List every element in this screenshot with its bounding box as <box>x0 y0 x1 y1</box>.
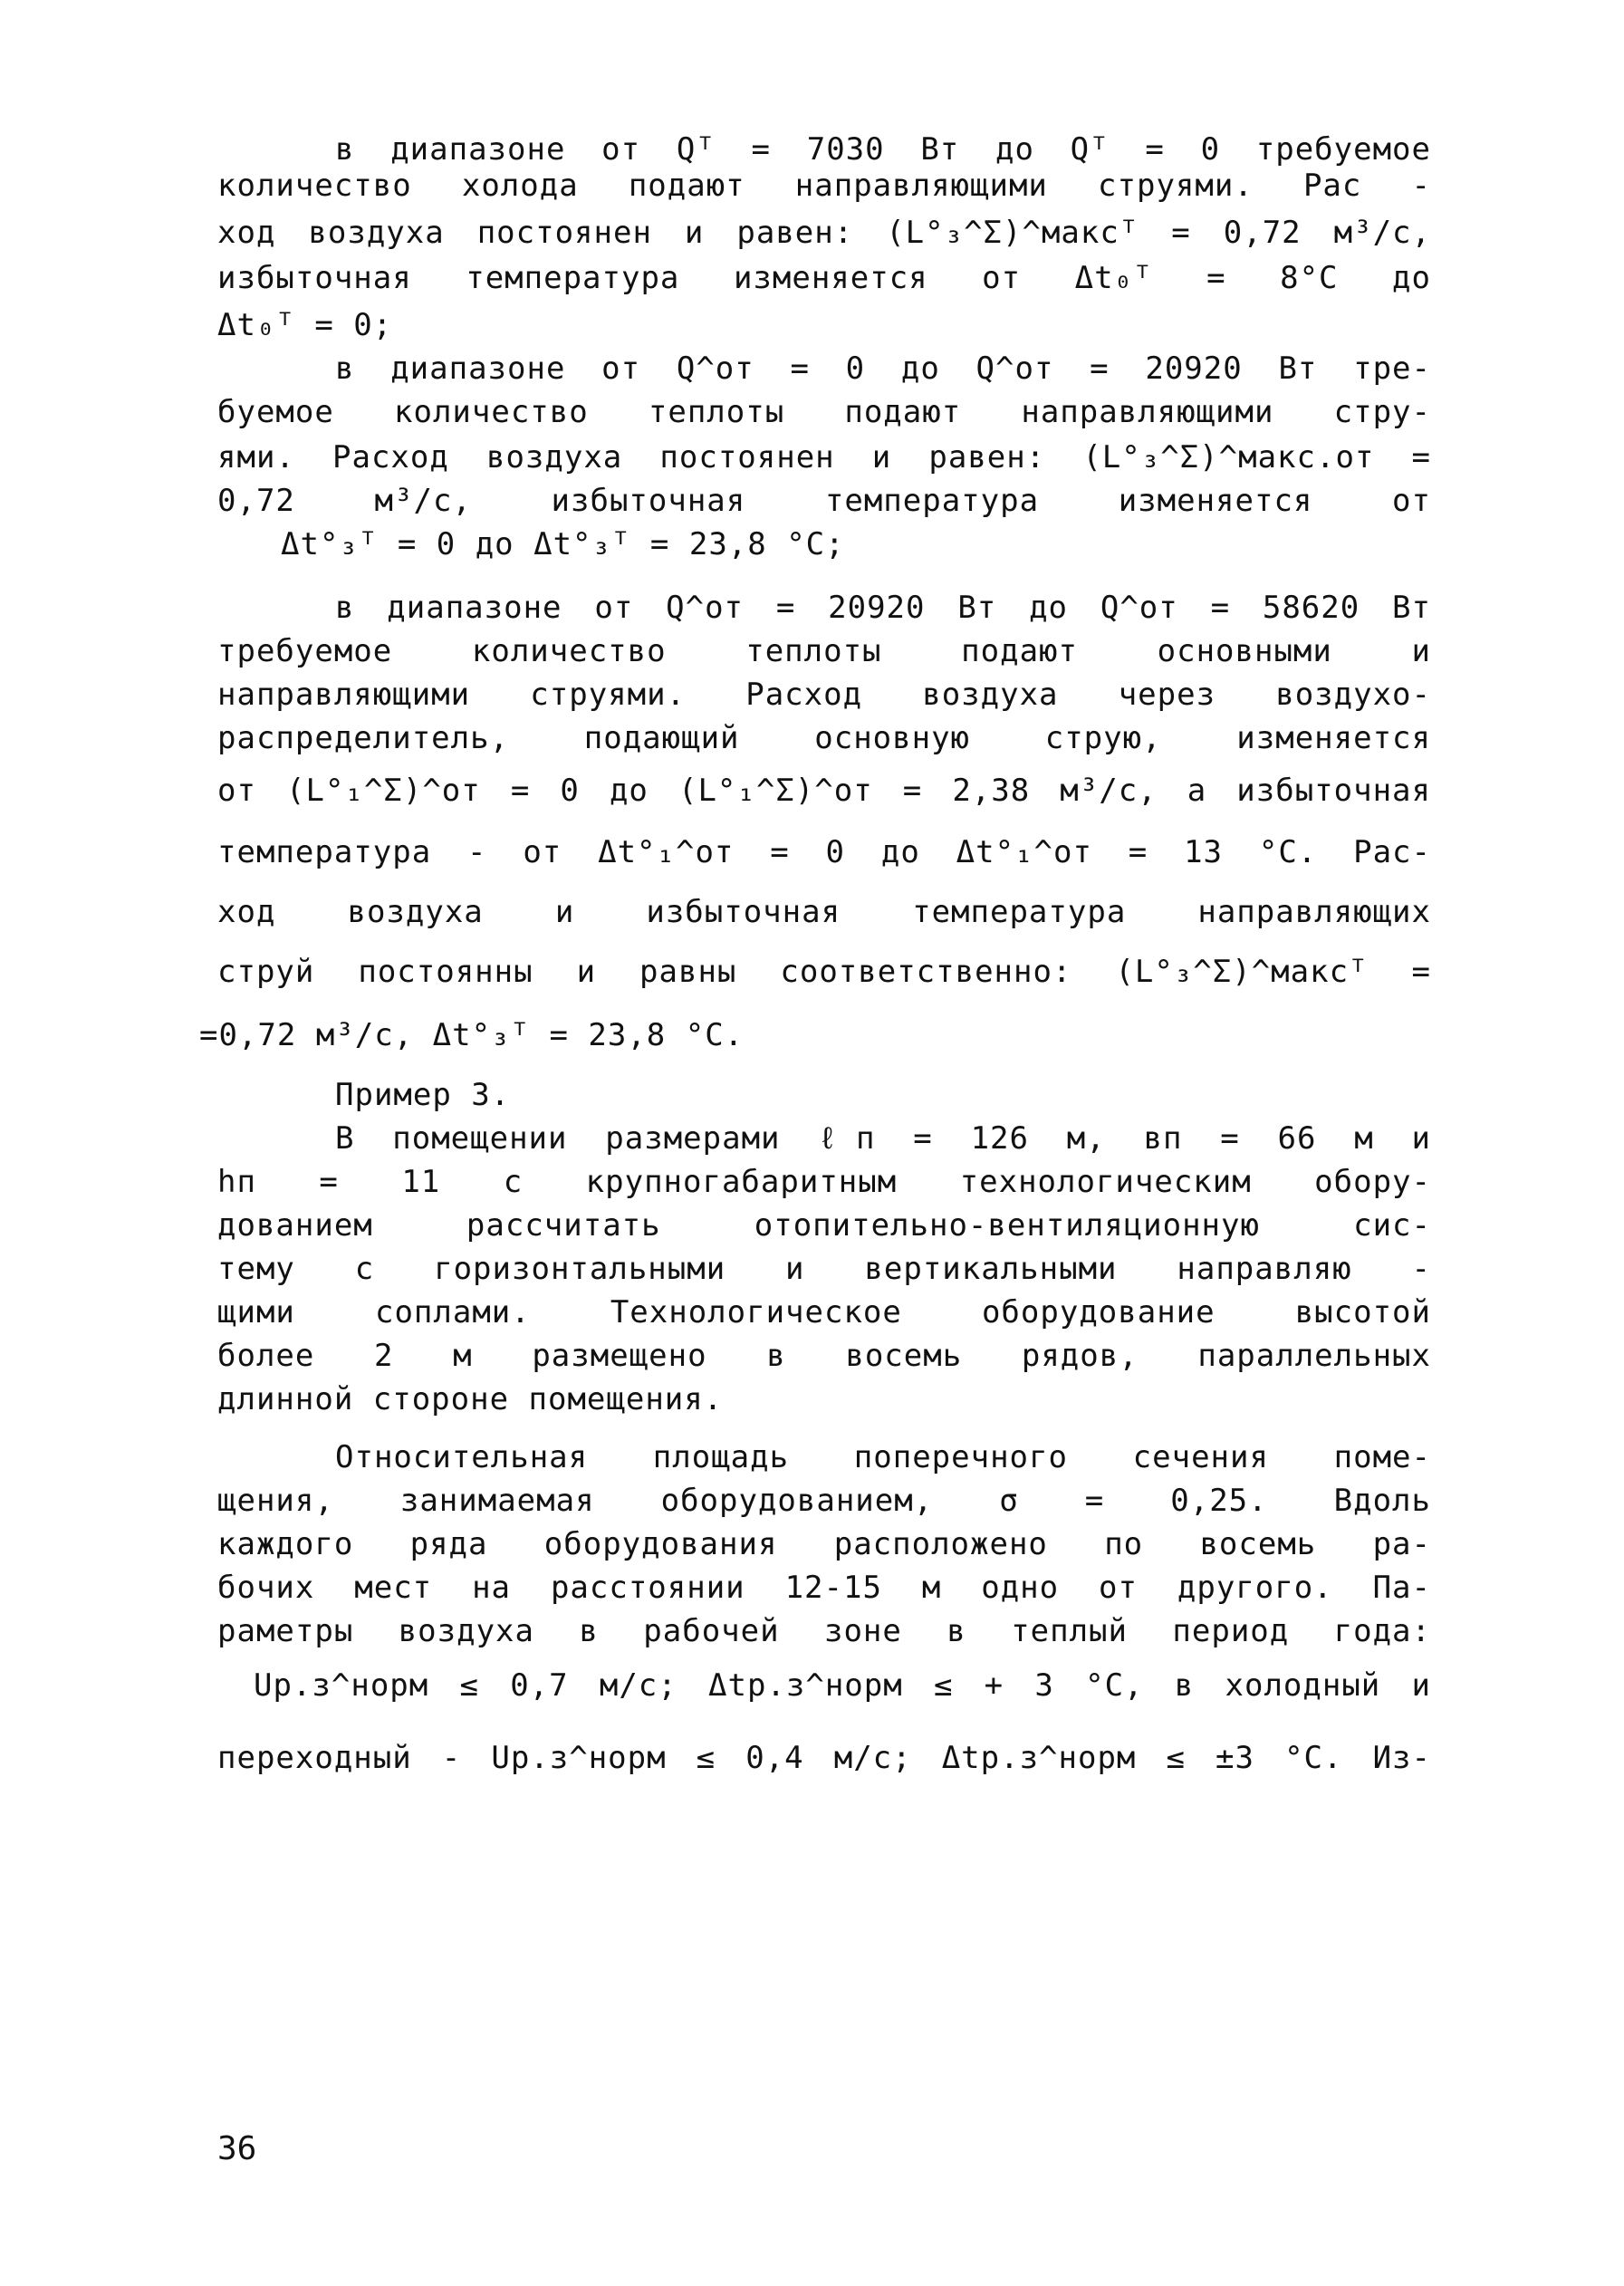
text-line-15: от (L°₁^Σ)^от = 0 до (L°₁^Σ)^от = 2,38 м³/с, а избыточная <box>217 773 1431 809</box>
text-line-11: в диапазоне от Q^от = 20920 Вт до Q^от = 58620 Вт <box>335 590 1431 626</box>
text-line-28: Относительная площадь поперечного сечения поме- <box>335 1439 1431 1475</box>
text-line-19: =0,72 м³/с, Δt°₃ᵀ = 23,8 °С. <box>199 1017 745 1053</box>
text-line-10: Δt°₃ᵀ = 0 до Δt°₃ᵀ = 23,8 °С; <box>281 526 845 562</box>
text-line-6: в диапазоне от Q^от = 0 до Q^от = 20920 Вт тре- <box>335 351 1431 387</box>
text-line-34: переходный - Uр.з^норм ≤ 0,4 м/с; Δtр.з^норм ≤ ±3 °С. Из- <box>217 1740 1431 1776</box>
text-line-5: Δt₀ᵀ = 0; <box>217 307 393 343</box>
text-line-33: Uр.з^норм ≤ 0,7 м/с; Δtр.з^норм ≤ + 3 °С, в холодный и <box>254 1667 1431 1704</box>
text-line-29: щения, занимаемая оборудованием, σ = 0,25. Вдоль <box>217 1483 1431 1519</box>
text-line-7: буемое количество теплоты подают направляющими стру- <box>217 394 1431 430</box>
text-line-8: ями. Расход воздуха постоянен и равен: (L°₃^Σ)^макс.от = <box>217 439 1431 475</box>
text-line-21: В помещении размерами ℓп = 126 м, вп = 66 м и <box>335 1120 1431 1157</box>
text-line-17: ход воздуха и избыточная температура направляющих <box>217 894 1431 930</box>
text-line-4: избыточная температура изменяется от Δt₀ᵀ = 8°С до <box>217 260 1431 296</box>
text-line-3: ход воздуха постоянен и равен: (L°₃^Σ)^максᵀ = 0,72 м³/с, <box>217 215 1431 251</box>
text-line-14: распределитель, подающий основную струю, изменяется <box>217 720 1431 756</box>
text-line-16: температура - от Δt°₁^от = 0 до Δt°₁^от = 13 °С. Рас- <box>217 834 1431 870</box>
text-line-1: в диапазоне от Qᵀ = 7030 Вт до Qᵀ = 0 требуемое <box>335 131 1431 168</box>
text-line-31: бочих мест на расстоянии 12-15 м одно от другого. Па- <box>217 1570 1431 1606</box>
text-line-25: щими соплами. Технологическое оборудование высотой <box>217 1294 1431 1330</box>
text-line-18: струй постоянны и равны соответственно: (L°₃^Σ)^максᵀ = <box>217 954 1431 990</box>
text-line-22: hп = 11 с крупногабаритным технологическим обору- <box>217 1164 1431 1200</box>
text-line-9: 0,72 м³/с, избыточная температура изменяется от <box>217 483 1431 519</box>
text-line-27: длинной стороне помещения. <box>217 1381 724 1417</box>
page-number: 36 <box>217 2130 257 2167</box>
text-line-24: тему с горизонтальными и вертикальными направляю - <box>217 1251 1431 1287</box>
text-line-2: количество холода подают направляющими струями. Рас - <box>217 168 1431 204</box>
text-line-12: требуемое количество теплоты подают основными и <box>217 633 1431 669</box>
text-line-30: каждого ряда оборудования расположено по восемь ра- <box>217 1526 1431 1562</box>
text-line-26: более 2 м размещено в восемь рядов, параллельных <box>217 1338 1431 1374</box>
text-line-13: направляющими струями. Расход воздуха через воздухо- <box>217 677 1431 713</box>
text-line-32: раметры воздуха в рабочей зоне в теплый период года: <box>217 1613 1431 1649</box>
text-line-23: дованием рассчитать отопительно-вентиляционную сис- <box>217 1207 1431 1244</box>
example-heading: Пример 3. <box>335 1077 511 1113</box>
